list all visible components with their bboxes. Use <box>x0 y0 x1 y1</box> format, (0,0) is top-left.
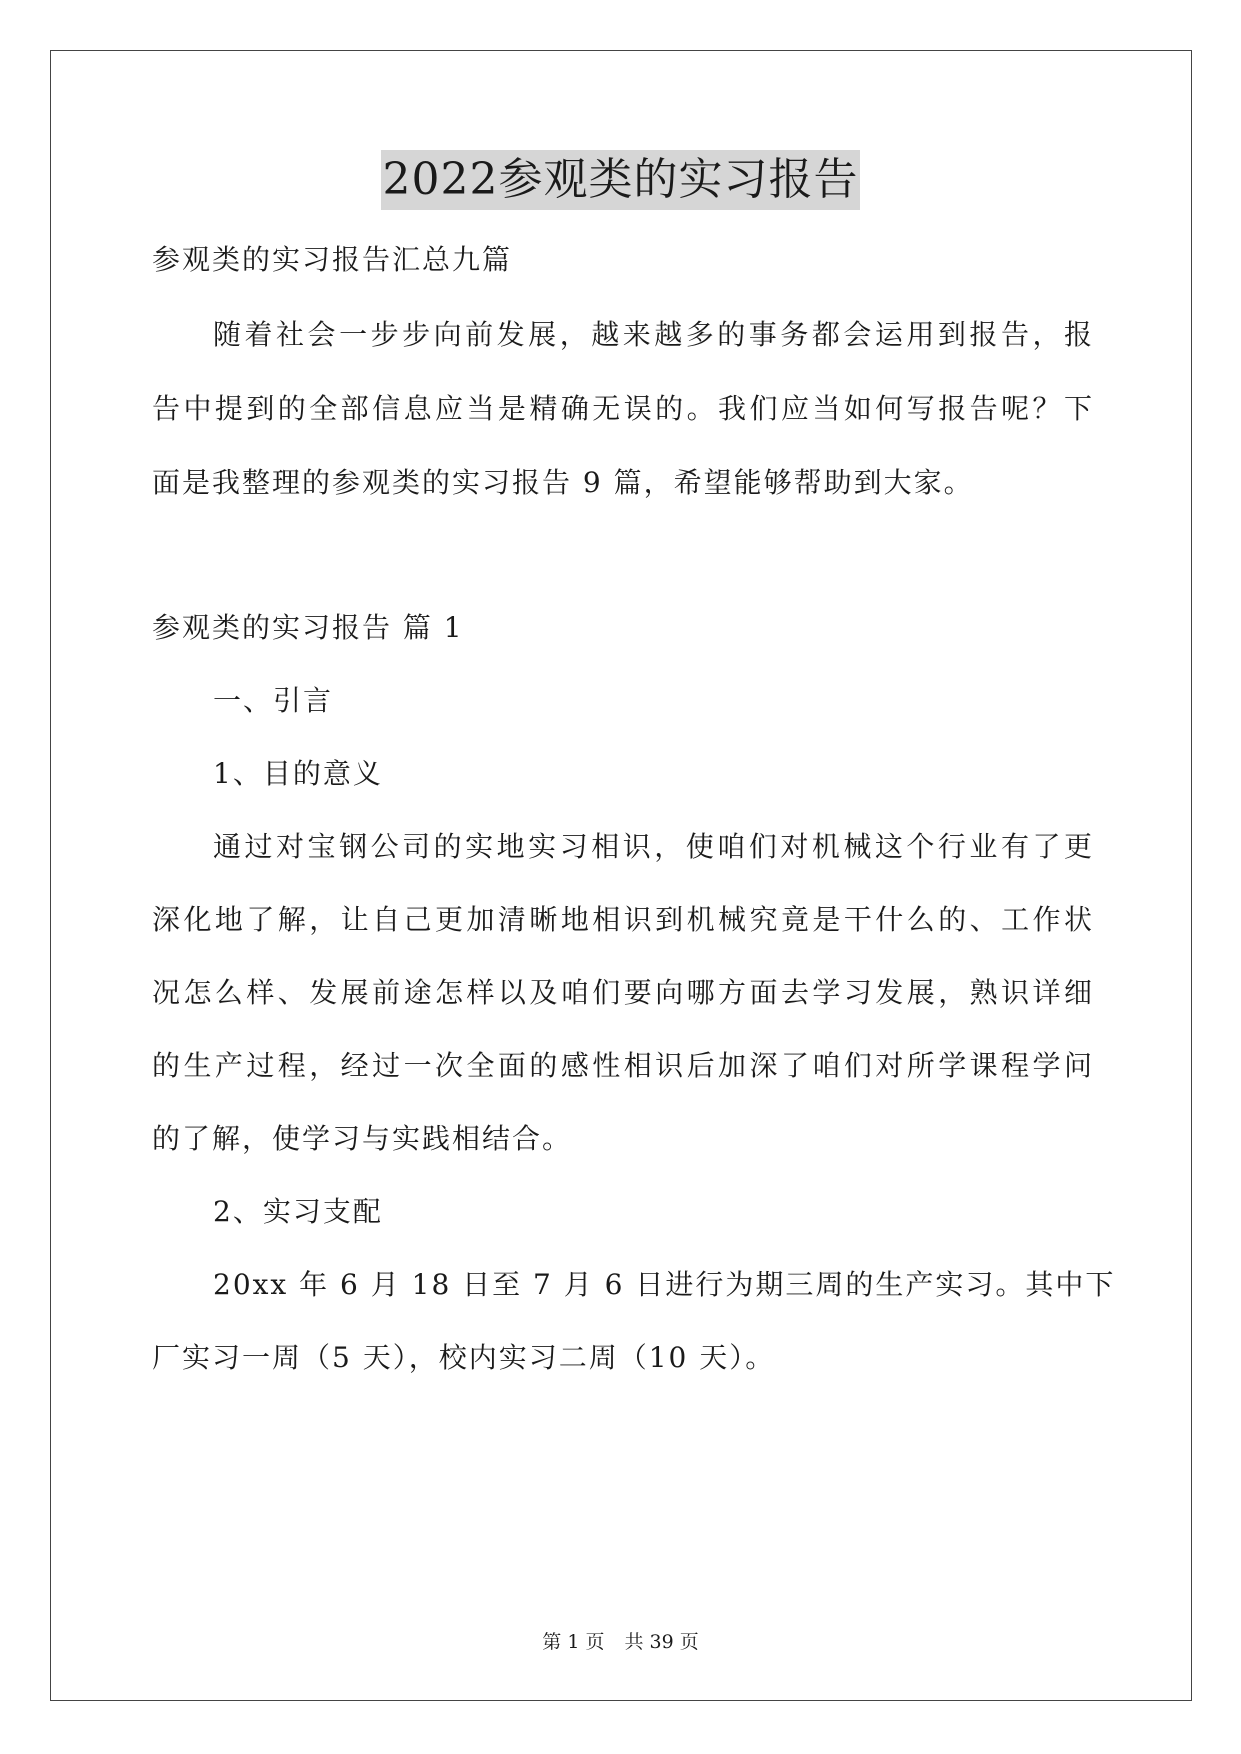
subsection-heading: 一、引言 <box>213 684 334 717</box>
paragraph-line: 面是我整理的参观类的实习报告 9 篇，希望能够帮助到大家。 <box>152 466 974 499</box>
document-title: 2022参观类的实习报告 <box>381 150 861 210</box>
paragraph-line: 20xx 年 6 月 18 日至 7 月 6 日进行为期三周的生产实习。其中下 <box>213 1268 1116 1301</box>
page-total: 共 39 页 <box>624 1631 699 1653</box>
page-number: 第 1 页 <box>542 1631 605 1653</box>
page-border <box>50 50 1192 1701</box>
title-container <box>0 150 1241 210</box>
section-heading: 参观类的实习报告 篇 1 <box>152 611 464 644</box>
paragraph-line: 随着社会一步步向前发展，越来越多的事务都会运用到报告，报 <box>213 318 1094 351</box>
paragraph-line: 通过对宝钢公司的实地实习相识，使咱们对机械这个行业有了更 <box>213 830 1094 863</box>
paragraph-line: 告中提到的全部信息应当是精确无误的。我们应当如何写报告呢？下 <box>152 392 1094 425</box>
paragraph-line: 的生产过程，经过一次全面的感性相识后加深了咱们对所学课程学问 <box>152 1049 1094 1082</box>
paragraph-line: 厂实习一周（5 天），校内实习二周（10 天）。 <box>152 1341 776 1374</box>
paragraph-line: 的了解，使学习与实践相结合。 <box>152 1122 573 1155</box>
subsection-heading: 1、目的意义 <box>213 757 383 790</box>
paragraph-line: 深化地了解，让自己更加清晰地相识到机械究竟是干什么的、工作状 <box>152 903 1094 936</box>
subtitle-line: 参观类的实习报告汇总九篇 <box>152 243 513 276</box>
subsection-heading: 2、实习支配 <box>213 1195 383 1228</box>
paragraph-line: 况怎么样、发展前途怎样以及咱们要向哪方面去学习发展，熟识详细 <box>152 976 1094 1009</box>
page-footer <box>0 1630 1241 1654</box>
